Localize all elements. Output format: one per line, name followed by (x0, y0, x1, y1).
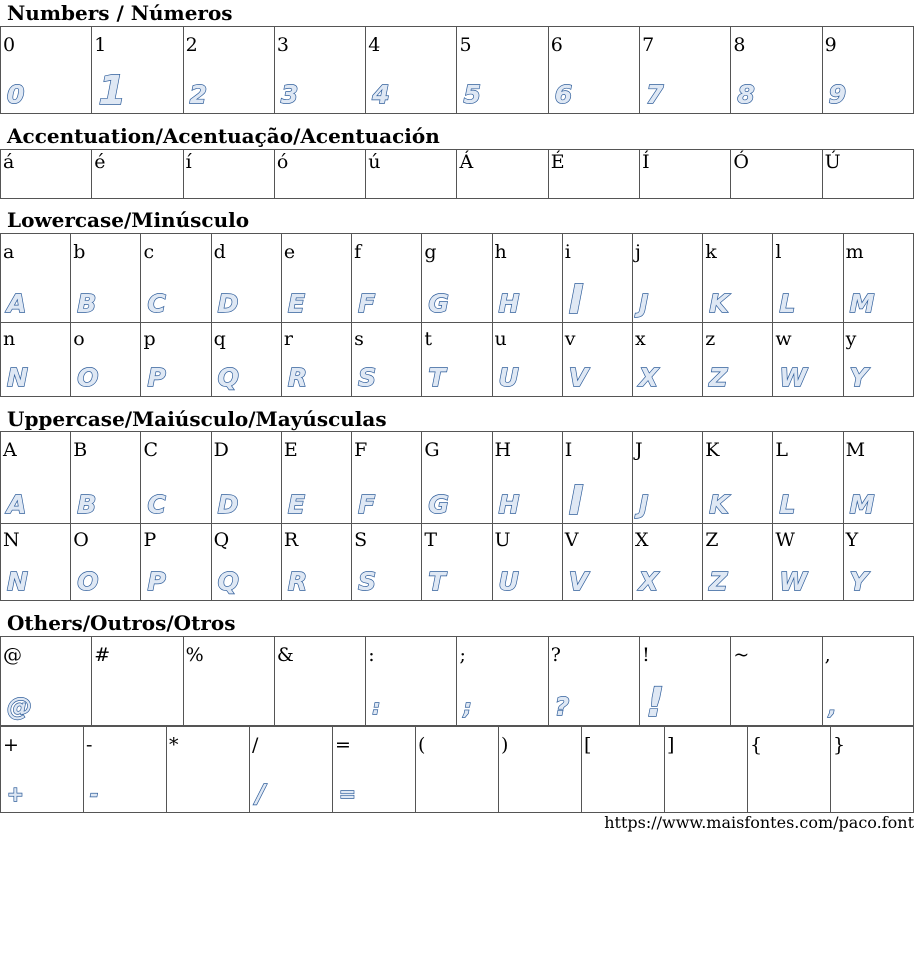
char-label: * (169, 734, 179, 756)
char-label: d (213, 241, 226, 263)
char-cell (71, 323, 141, 397)
char-label: [ (584, 734, 592, 756)
glyph-preview: O (77, 567, 99, 596)
char-cell (492, 524, 562, 601)
char-label: ? (550, 644, 561, 666)
char-cell (366, 150, 457, 199)
char-label: X (634, 529, 649, 551)
char-label: P (143, 529, 157, 551)
glyph-preview: W (779, 567, 807, 596)
uppercase-table (0, 431, 914, 601)
char-label: e (283, 241, 296, 263)
char-cell (843, 432, 913, 524)
numbers-row (1, 27, 914, 114)
char-cell (352, 234, 422, 323)
glyph-preview: N (7, 363, 28, 392)
char-label: ; (459, 644, 466, 666)
char-cell (422, 323, 492, 397)
char-label: H (494, 439, 512, 461)
char-label: Ó (733, 151, 749, 173)
char-cell (562, 432, 632, 524)
glyph-preview: G (428, 289, 449, 318)
glyph-preview: 2 (189, 80, 207, 109)
uppercase-row-2 (1, 524, 914, 601)
char-cell (1, 323, 71, 397)
char-label: ó (276, 151, 289, 173)
char-cell (831, 727, 914, 813)
char-cell (822, 637, 913, 726)
char-cell (1, 637, 92, 726)
glyph-preview: W (779, 363, 807, 392)
glyph-preview: H (498, 490, 520, 519)
char-cell (141, 432, 211, 524)
char-cell (352, 323, 422, 397)
glyph-preview: U (498, 363, 519, 392)
char-label: x (634, 328, 646, 350)
uppercase-title: Uppercase/Maiúsculo/Mayúsculas (7, 407, 387, 431)
numbers-table (0, 26, 914, 114)
char-label: R (283, 529, 299, 551)
char-cell (492, 323, 562, 397)
char-cell (422, 432, 492, 524)
char-cell (141, 234, 211, 323)
glyph-preview: X (638, 363, 659, 392)
char-label: b (73, 241, 86, 263)
glyph-preview: 4 (372, 80, 390, 109)
char-label: 7 (642, 34, 655, 56)
glyph-preview: I (568, 277, 584, 323)
char-label: m (845, 241, 864, 263)
char-label: , (824, 644, 831, 666)
char-label: Ú (824, 151, 841, 173)
glyph-preview: C (147, 490, 166, 519)
char-label: h (494, 241, 507, 263)
glyph-preview: 0 (7, 80, 25, 109)
glyph-preview: O (77, 363, 99, 392)
char-label: : (368, 644, 375, 666)
char-cell (640, 150, 731, 199)
char-cell (562, 323, 632, 397)
char-cell (141, 524, 211, 601)
glyph-preview: B (77, 289, 97, 318)
char-cell (703, 323, 773, 397)
glyph-preview: 3 (280, 80, 299, 109)
char-cell (211, 323, 281, 397)
char-cell (281, 323, 351, 397)
char-label: & (276, 644, 294, 666)
glyph-preview: A (7, 490, 27, 519)
char-label: Í (642, 151, 650, 173)
char-cell (773, 524, 843, 601)
glyph-preview: K (709, 490, 729, 519)
glyph-preview: - (90, 782, 99, 806)
char-cell (141, 323, 211, 397)
char-label: 2 (185, 34, 198, 56)
char-label: N (3, 529, 20, 551)
char-cell (366, 637, 457, 726)
lowercase-row-2 (1, 323, 914, 397)
glyph-preview: 9 (828, 80, 847, 109)
char-cell (71, 432, 141, 524)
char-label: G (424, 439, 440, 461)
char-label: L (775, 439, 789, 461)
glyph-preview: ? (554, 692, 570, 721)
glyph-preview: = (339, 782, 356, 806)
char-label: O (73, 529, 89, 551)
footer-url: https://www.maisfontes.com/paco.font (604, 813, 914, 832)
glyph-preview: M (849, 490, 875, 519)
char-label: # (94, 644, 111, 666)
char-label: - (86, 734, 93, 756)
char-cell (281, 524, 351, 601)
char-label: l (775, 241, 782, 263)
char-cell (748, 727, 831, 813)
char-cell (281, 234, 351, 323)
others-table-1 (0, 636, 914, 726)
char-label: S (354, 529, 368, 551)
char-label: + (3, 734, 19, 756)
char-cell (632, 432, 702, 524)
char-cell (773, 432, 843, 524)
glyph-preview: 1 (98, 68, 127, 114)
char-cell (632, 323, 702, 397)
char-label: 0 (3, 34, 16, 56)
char-cell (1, 27, 92, 114)
char-label: / (252, 734, 259, 756)
glyph-preview: ! (646, 680, 665, 726)
glyph-preview: B (77, 490, 97, 519)
glyph-preview: X (638, 567, 659, 596)
char-label: = (335, 734, 351, 756)
char-label: q (213, 328, 226, 350)
char-cell (366, 27, 457, 114)
char-cell (548, 27, 639, 114)
char-cell (548, 637, 639, 726)
glyph-preview: 7 (646, 80, 664, 109)
others-row-2 (1, 727, 914, 813)
glyph-preview: Z (709, 567, 728, 596)
glyph-preview: D (217, 490, 239, 519)
glyph-preview: + (7, 782, 24, 806)
char-label: I (564, 439, 573, 461)
others-row-1 (1, 637, 914, 726)
char-label: É (550, 151, 565, 173)
char-cell (640, 27, 731, 114)
char-cell (492, 234, 562, 323)
glyph-preview: K (709, 289, 729, 318)
char-cell (211, 234, 281, 323)
char-cell (703, 432, 773, 524)
char-label: 9 (824, 34, 837, 56)
glyph-preview: E (287, 490, 305, 519)
glyph-preview: S (358, 363, 377, 392)
char-label: p (143, 328, 156, 350)
char-label: ú (368, 151, 381, 173)
char-label: Y (845, 529, 859, 551)
glyph-preview: L (779, 289, 796, 318)
char-label: B (73, 439, 88, 461)
char-cell (92, 150, 183, 199)
glyph-preview: I (568, 478, 584, 524)
char-cell (843, 234, 913, 323)
char-label: E (283, 439, 298, 461)
char-cell (665, 727, 748, 813)
glyph-preview: M (849, 289, 875, 318)
char-label: s (354, 328, 364, 350)
char-cell (1, 150, 92, 199)
char-label: j (634, 241, 641, 263)
char-label: K (705, 439, 720, 461)
glyph-preview: D (217, 289, 239, 318)
lowercase-row-1 (1, 234, 914, 323)
char-cell (773, 234, 843, 323)
char-cell (632, 234, 702, 323)
char-cell (822, 27, 913, 114)
glyph-preview: E (287, 289, 305, 318)
char-label: C (143, 439, 158, 461)
char-cell (640, 637, 731, 726)
char-cell (167, 727, 250, 813)
glyph-preview: Y (849, 363, 868, 392)
char-cell (773, 323, 843, 397)
glyph-preview: Y (849, 567, 868, 596)
char-cell (274, 27, 365, 114)
char-cell (92, 637, 183, 726)
glyph-preview: Z (709, 363, 728, 392)
char-cell (548, 150, 639, 199)
char-cell (703, 234, 773, 323)
accents-title: Accentuation/Acentuação/Acentuación (7, 124, 440, 148)
char-cell (352, 524, 422, 601)
others-title: Others/Outros/Otros (7, 611, 236, 635)
char-cell (457, 27, 548, 114)
char-label: @ (3, 644, 22, 666)
char-label: { (750, 734, 763, 756)
glyph-preview: / (256, 779, 266, 808)
char-label: é (94, 151, 106, 173)
char-label: Á (459, 151, 474, 173)
char-cell (703, 524, 773, 601)
glyph-preview: J (638, 490, 649, 519)
char-label: í (185, 151, 192, 173)
glyph-preview: A (7, 289, 27, 318)
char-cell (211, 524, 281, 601)
char-label: 6 (550, 34, 563, 56)
char-cell (352, 432, 422, 524)
others-table-2 (0, 726, 914, 813)
char-cell (92, 27, 183, 114)
char-label: M (845, 439, 866, 461)
glyph-preview: , (828, 695, 837, 719)
char-cell (416, 727, 499, 813)
char-label: ] (667, 734, 675, 756)
glyph-preview: T (428, 363, 446, 392)
uppercase-row-1 (1, 432, 914, 524)
char-cell (822, 150, 913, 199)
char-cell (562, 524, 632, 601)
char-label: 3 (276, 34, 289, 56)
char-label: J (634, 439, 643, 461)
glyph-preview: U (498, 567, 519, 596)
char-label: t (424, 328, 432, 350)
char-cell (250, 727, 333, 813)
glyph-preview: P (147, 567, 166, 596)
char-cell (422, 234, 492, 323)
glyph-preview: R (287, 363, 308, 392)
char-cell (71, 234, 141, 323)
glyph-preview: S (358, 567, 377, 596)
char-label: 4 (368, 34, 381, 56)
glyph-preview: 8 (737, 80, 755, 109)
char-cell (632, 524, 702, 601)
glyph-preview: F (358, 490, 376, 519)
char-cell (492, 432, 562, 524)
glyph-preview: P (147, 363, 166, 392)
char-label: A (3, 439, 17, 461)
char-cell (731, 150, 822, 199)
accents-row (1, 150, 914, 199)
accents-table (0, 149, 914, 199)
char-label: F (354, 439, 368, 461)
char-label: D (213, 439, 229, 461)
char-cell (582, 727, 665, 813)
glyph-preview: J (638, 289, 649, 318)
char-label: T (424, 529, 437, 551)
char-label: k (705, 241, 717, 263)
char-cell (274, 150, 365, 199)
glyph-preview: V (568, 363, 589, 392)
char-label: g (424, 241, 437, 263)
char-cell (731, 27, 822, 114)
char-cell (843, 524, 913, 601)
char-label: y (845, 328, 857, 350)
numbers-title: Numbers / Números (7, 1, 233, 25)
char-label: V (564, 529, 579, 551)
glyph-preview: T (428, 567, 446, 596)
char-label: u (494, 328, 507, 350)
glyph-preview: N (7, 567, 28, 596)
char-label: r (283, 328, 293, 350)
char-cell (562, 234, 632, 323)
glyph-preview: 6 (554, 80, 573, 109)
char-cell (731, 637, 822, 726)
char-label: ) (501, 734, 509, 756)
char-label: 5 (459, 34, 472, 56)
char-label: v (564, 328, 576, 350)
char-cell (1, 234, 71, 323)
char-cell (457, 150, 548, 199)
char-label: 1 (94, 34, 107, 56)
glyph-preview: L (779, 490, 796, 519)
char-label: W (775, 529, 795, 551)
char-label: f (354, 241, 362, 263)
char-label: n (3, 328, 16, 350)
char-label: } (833, 734, 846, 756)
char-cell (457, 637, 548, 726)
char-cell (1, 524, 71, 601)
lowercase-title: Lowercase/Minúsculo (7, 208, 250, 232)
char-label: Q (213, 529, 230, 551)
glyph-preview: C (147, 289, 166, 318)
char-cell (422, 524, 492, 601)
glyph-preview: ; (463, 695, 472, 719)
char-cell (84, 727, 167, 813)
char-label: ~ (733, 644, 750, 666)
lowercase-table (0, 233, 914, 397)
char-label: o (73, 328, 85, 350)
char-cell (274, 637, 365, 726)
char-label: ! (642, 644, 650, 666)
char-cell (183, 27, 274, 114)
glyph-preview: G (428, 490, 449, 519)
char-label: i (564, 241, 571, 263)
char-cell (71, 524, 141, 601)
char-cell (183, 150, 274, 199)
glyph-preview: @ (7, 692, 32, 721)
glyph-preview: Q (217, 567, 239, 596)
char-label: z (705, 328, 716, 350)
glyph-preview: V (568, 567, 589, 596)
char-label: á (3, 151, 15, 173)
glyph-preview: 5 (463, 80, 481, 109)
char-cell (499, 727, 582, 813)
char-cell (1, 432, 71, 524)
glyph-preview: Q (217, 363, 239, 392)
char-cell (211, 432, 281, 524)
glyph-preview: : (372, 695, 381, 719)
char-label: 8 (733, 34, 746, 56)
glyph-preview: R (287, 567, 308, 596)
char-cell (333, 727, 416, 813)
char-label: c (143, 241, 155, 263)
char-label: Z (705, 529, 719, 551)
char-cell (843, 323, 913, 397)
glyph-preview: H (498, 289, 520, 318)
char-label: a (3, 241, 15, 263)
glyph-preview: F (358, 289, 376, 318)
char-label: % (185, 644, 204, 666)
char-cell (183, 637, 274, 726)
char-label: U (494, 529, 511, 551)
char-label: ( (418, 734, 426, 756)
char-cell (281, 432, 351, 524)
char-label: w (775, 328, 792, 350)
char-cell (1, 727, 84, 813)
